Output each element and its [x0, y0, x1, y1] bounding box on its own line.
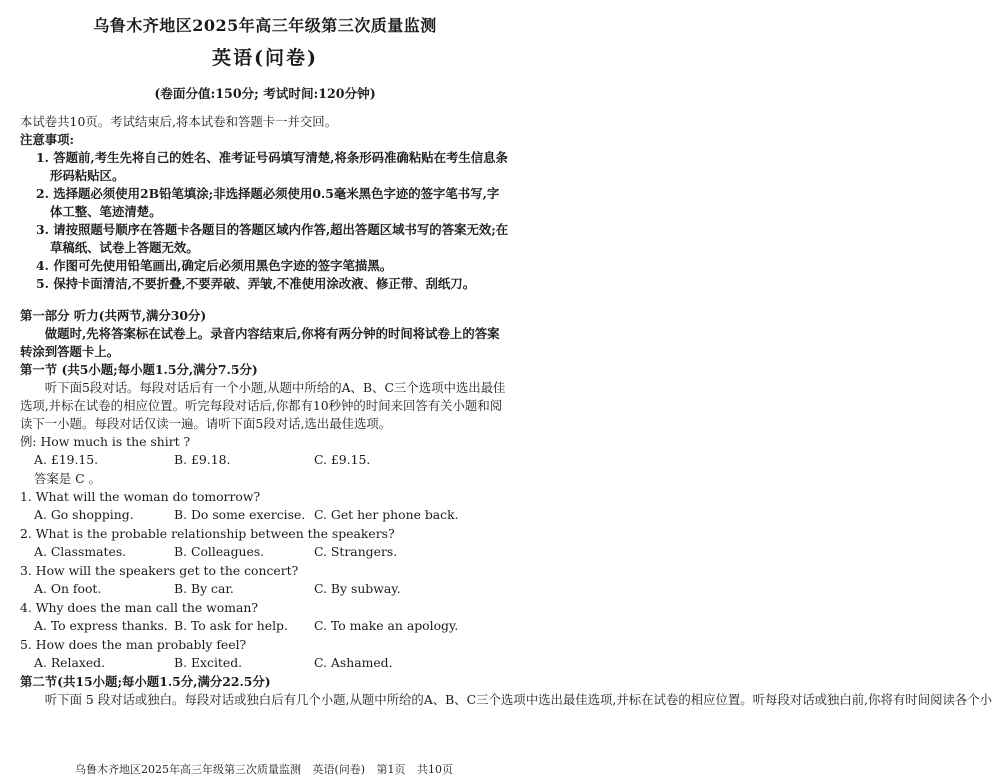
exam-meta: (卷面分值:150分; 考试时间:120分钟) — [154, 85, 376, 101]
footer-total: 共10页 — [417, 763, 454, 777]
option: C. Get her phone back. — [314, 506, 459, 522]
option: A. On foot. — [34, 580, 102, 596]
part1-heading: 第一部分 听力(共两节,满分30分) — [20, 307, 207, 323]
option: B. By car. — [174, 580, 234, 596]
section2-instruction: 听下面 5 段对话或独白。每段对话或独白后有几个小题,从题中所给的A、B、C三个选项中选出最佳选项,并标在试卷的相应位置。听每段对话或独白前,你将有时间阅读各个小 — [44, 691, 992, 707]
question-4: 4. Why does the man call the woman? — [20, 599, 258, 615]
notes-heading: 注意事项: — [20, 131, 75, 147]
option: C. Strangers. — [314, 543, 398, 559]
example-question: 例: How much is the shirt ? — [20, 433, 191, 449]
footer-page: 第1页 — [376, 763, 406, 777]
note-item: 4. 作图可先使用铅笔画出,确定后必须用黑色字迹的签字笔描黑。 — [36, 257, 393, 273]
note-item: 5. 保持卡面清洁,不要折叠,不要弄破、弄皱,不准使用涂改液、修正带、刮纸刀。 — [36, 275, 476, 291]
option: A. £19.15. — [34, 451, 99, 467]
note-item: 1. 答题前,考生先将自己的姓名、准考证号码填写清楚,将条形码准确粘贴在考生信息条形码粘贴区。 — [36, 149, 508, 183]
question-5: 5. How does the man probably feel? — [20, 636, 247, 652]
option: B. To ask for help. — [174, 617, 288, 633]
question-5-options — [34, 654, 510, 672]
option: A. Relaxed. — [34, 654, 106, 670]
option: A. Classmates. — [34, 543, 127, 559]
option: B. Colleagues. — [174, 543, 265, 559]
option: C. To make an apology. — [314, 617, 459, 633]
note-item: 2. 选择题必须使用2B铅笔填涂;非选择题必须使用0.5毫米黑色字迹的签字笔书写,字体工整、笔迹清楚。 — [36, 185, 500, 219]
question-3: 3. How will the speakers get to the concert? — [20, 562, 299, 578]
footer-paper: 英语(问卷) — [312, 763, 366, 777]
footer-exam: 乌鲁木齐地区2025年高三年级第三次质量监测 — [74, 763, 301, 777]
option: C. £9.15. — [314, 451, 371, 467]
question-1-options — [34, 506, 510, 524]
exam-title: 乌鲁木齐地区2025年高三年级第三次质量监测 — [93, 16, 437, 35]
option: B. Do some exercise. — [174, 506, 306, 522]
option: A. Go shopping. — [34, 506, 134, 522]
paper-subtitle: 英语(问卷) — [212, 47, 318, 70]
question-1: 1. What will the woman do tomorrow? — [20, 488, 261, 504]
option: A. To express thanks. — [34, 617, 168, 633]
section1-heading: 第一节 (共5小题;每小题1.5分,满分7.5分) — [20, 361, 258, 377]
part1-instruction: 做题时,先将答案标在试卷上。录音内容结束后,你将有两分钟的时间将试卷上的答案转涂到答题卡上。 — [20, 325, 500, 359]
option: B. Excited. — [174, 654, 243, 670]
question-2: 2. What is the probable relationship between the speakers? — [20, 525, 395, 541]
question-4-options — [34, 617, 510, 635]
option: C. Ashamed. — [314, 654, 393, 670]
question-3-options — [34, 580, 510, 598]
question-2-options — [34, 543, 510, 561]
example-answer: 答案是 C 。 — [34, 470, 101, 486]
note-item: 3. 请按照题号顺序在答题卡各题目的答题区域内作答,超出答题区域书写的答案无效;在草稿纸、试卷上答题无效。 — [36, 221, 509, 255]
option: B. £9.18. — [174, 451, 231, 467]
example-options — [34, 451, 510, 469]
notes-list — [20, 149, 510, 293]
section2-heading: 第二节(共15小题;每小题1.5分,满分22.5分) — [20, 673, 271, 689]
option: C. By subway. — [314, 580, 401, 596]
intro-text: 本试卷共10页。考试结束后,将本试卷和答题卡一并交回。 — [20, 113, 338, 129]
page-footer — [0, 762, 528, 778]
section1-instruction: 听下面5段对话。每段对话后有一个小题,从题中所给的A、B、C三个选项中选出最佳选项,并标在试卷的相应位置。听完每段对话后,你都有10秒钟的时间来回答有关小题和阅读下一小题。每段对话仅读一遍。请听下面5段对话,选出最佳选项。 — [20, 379, 506, 431]
